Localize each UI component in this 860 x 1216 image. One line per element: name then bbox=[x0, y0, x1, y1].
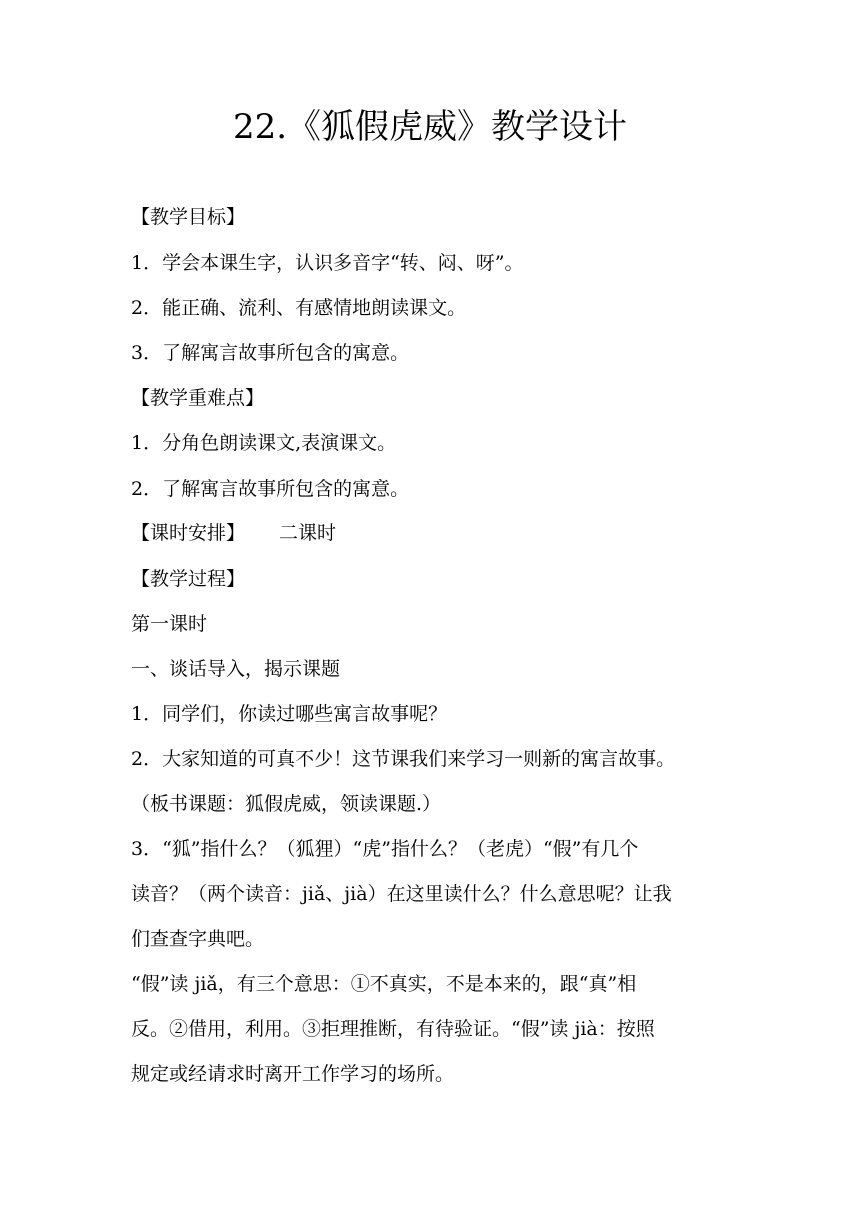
schedule-value: 二课时 bbox=[279, 522, 337, 544]
process-item-3-line-2: 读音？（两个读音：jiǎ、jià）在这里读什么？什么意思呢？让我 bbox=[131, 883, 672, 905]
definition-line-1: “假”读 jiǎ，有三个意思：①不真实，不是本来的，跟“真”相 bbox=[131, 973, 637, 995]
definition-line-3: 规定或经请求时离开工作学习的场所。 bbox=[131, 1063, 455, 1085]
goal-item-1: 1．学会本课生字，认识多音字“转、闷、呀”。 bbox=[131, 252, 524, 274]
key-point-1: 1．分角色朗读课文,表演课文。 bbox=[131, 432, 397, 454]
definition-line-2: 反。②借用，利用。③拒理推断，有待验证。“假”读 jià：按照 bbox=[131, 1018, 655, 1040]
schedule-line bbox=[131, 520, 336, 546]
board-note: （板书课题：狐假虎威，领读课题.） bbox=[131, 793, 442, 815]
process-item-1: 1．同学们，你读过哪些寓言故事呢？ bbox=[131, 703, 448, 725]
document-title: 22.《狐假虎威》教学设计 bbox=[232, 107, 628, 147]
process-item-3-line-3: 们查查字典吧。 bbox=[131, 928, 265, 950]
heading-teaching-goals: 【教学目标】 bbox=[131, 206, 246, 228]
lesson-label: 第一课时 bbox=[131, 613, 208, 635]
heading-key-points: 【教学重难点】 bbox=[131, 387, 265, 409]
goal-item-2: 2．能正确、流利、有感情地朗读课文。 bbox=[131, 297, 467, 319]
heading-teaching-process: 【教学过程】 bbox=[131, 568, 246, 590]
process-item-3-line-1: 3．“狐”指什么？（狐狸）“虎”指什么？（老虎）“假”有几个 bbox=[131, 838, 639, 860]
process-item-2: 2．大家知道的可真不少！这节课我们来学习一则新的寓言故事。 bbox=[131, 748, 676, 770]
section-heading: 一、谈话导入，揭示课题 bbox=[131, 658, 341, 680]
heading-schedule: 【课时安排】 bbox=[131, 522, 246, 544]
key-point-2: 2．了解寓言故事所包含的寓意。 bbox=[131, 478, 410, 500]
goal-item-3: 3．了解寓言故事所包含的寓意。 bbox=[131, 342, 410, 364]
